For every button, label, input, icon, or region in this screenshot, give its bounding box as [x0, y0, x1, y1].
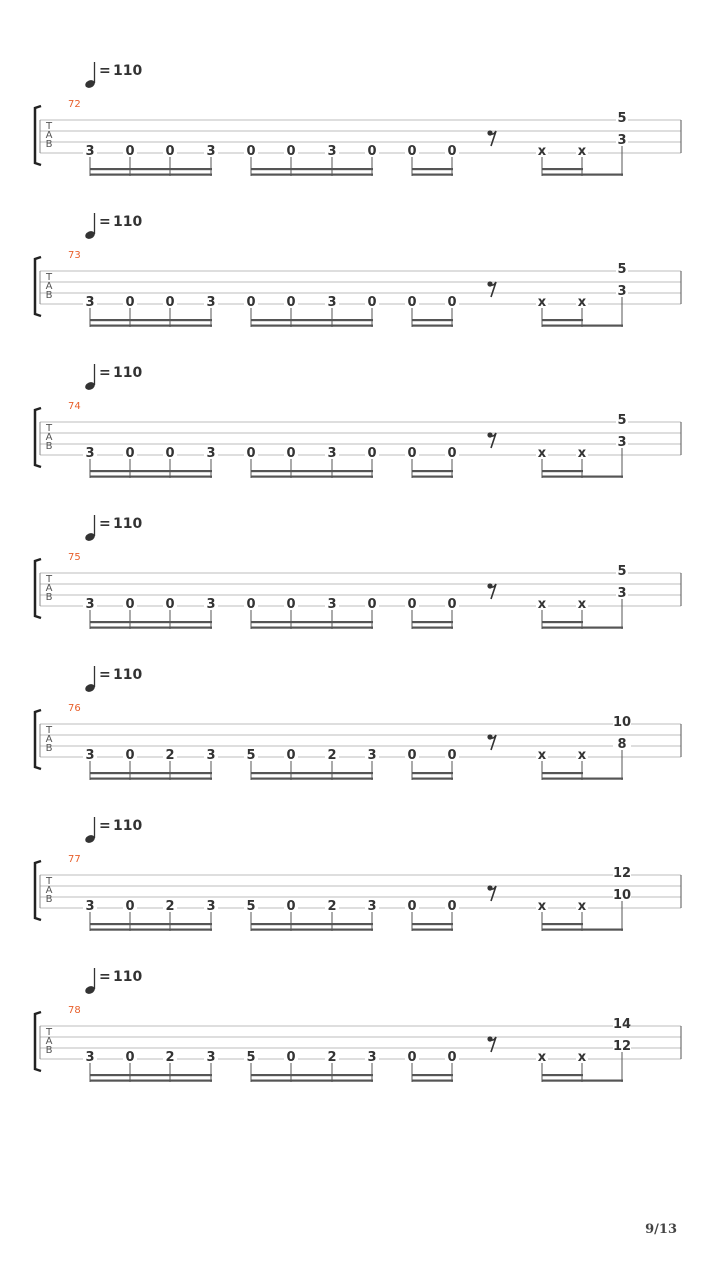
beam: [90, 778, 212, 780]
fret-number: 0: [447, 144, 457, 159]
beam: [542, 476, 623, 478]
tab-clef-letter: A: [45, 281, 53, 292]
fret-number: 3: [206, 748, 216, 763]
beam: [90, 476, 212, 478]
tab-clef-letter: T: [45, 423, 53, 434]
dead-note: x: [577, 1050, 587, 1065]
dead-note: x: [577, 597, 587, 612]
beam: [412, 627, 453, 629]
beam: [90, 470, 212, 472]
tab-system: [35, 364, 681, 478]
fret-number: 3: [85, 295, 95, 310]
tempo-equals: =: [99, 365, 111, 381]
tempo-equals: =: [99, 667, 111, 683]
fret-number: 2: [165, 899, 175, 914]
dead-note: x: [577, 144, 587, 159]
fret-number: 3: [206, 446, 216, 461]
beam: [542, 778, 623, 780]
beam: [251, 168, 373, 170]
tempo-equals: =: [99, 214, 111, 230]
beam: [412, 778, 453, 780]
beam: [251, 174, 373, 176]
tab-system: [35, 213, 681, 327]
beam: [251, 923, 373, 925]
beam: [542, 174, 623, 176]
fret-number: 0: [125, 748, 135, 763]
fret-number: 3: [85, 748, 95, 763]
fret-number: 0: [125, 446, 135, 461]
fret-number: 0: [125, 144, 135, 159]
dead-note: x: [577, 446, 587, 461]
beam: [90, 174, 212, 176]
dead-note: x: [537, 446, 547, 461]
beam: [251, 470, 373, 472]
chord-fret-top: 5: [617, 413, 627, 428]
fret-number: 3: [327, 446, 337, 461]
tempo-bpm: 110: [113, 969, 143, 985]
beam: [251, 325, 373, 327]
dead-note: x: [537, 597, 547, 612]
fret-number: 0: [407, 899, 417, 914]
fret-number: 0: [246, 597, 256, 612]
fret-number: 3: [85, 899, 95, 914]
beam: [251, 621, 373, 623]
fret-number: 0: [447, 899, 457, 914]
tab-clef-letter: A: [45, 583, 53, 594]
fret-number: 0: [246, 144, 256, 159]
measure-number: 72: [68, 99, 81, 110]
fret-number: 0: [286, 899, 296, 914]
tab-clef-letter: A: [45, 885, 53, 896]
fret-number: 0: [165, 295, 175, 310]
tempo-bpm: 110: [113, 63, 143, 79]
chord-fret-bottom: 12: [612, 1039, 632, 1054]
tab-clef-letter: B: [45, 441, 53, 452]
fret-number: 3: [206, 1050, 216, 1065]
fret-number: 3: [206, 597, 216, 612]
fret-number: 3: [85, 1050, 95, 1065]
fret-number: 3: [367, 899, 377, 914]
beam: [90, 923, 212, 925]
beam: [90, 1074, 212, 1076]
fret-number: 0: [367, 144, 377, 159]
fret-number: 0: [125, 295, 135, 310]
beam: [412, 772, 453, 774]
beam: [412, 319, 453, 321]
tab-clef-letter: B: [45, 743, 53, 754]
fret-number: 5: [246, 1050, 256, 1065]
fret-number: 0: [286, 446, 296, 461]
beam: [542, 929, 623, 931]
dead-note: x: [577, 899, 587, 914]
fret-number: 0: [407, 144, 417, 159]
fret-number: 0: [286, 1050, 296, 1065]
tab-clef-letter: A: [45, 130, 53, 141]
beam: [251, 1074, 373, 1076]
measure-number: 74: [68, 401, 81, 412]
tab-clef-letter: T: [45, 876, 53, 887]
beam: [90, 929, 212, 931]
chord-fret-top: 14: [612, 1017, 632, 1032]
fret-number: 3: [327, 144, 337, 159]
fret-number: 0: [407, 597, 417, 612]
tempo-equals: =: [99, 63, 111, 79]
beam: [251, 772, 373, 774]
measure-number: 76: [68, 703, 81, 714]
tab-clef-letter: T: [45, 121, 53, 132]
dead-note: x: [537, 295, 547, 310]
chord-fret-bottom: 8: [617, 737, 627, 752]
tab-system: [35, 817, 681, 931]
dead-note: x: [537, 748, 547, 763]
fret-number: 0: [407, 748, 417, 763]
tab-clef-letter: A: [45, 734, 53, 745]
chord-fret-top: 10: [612, 715, 632, 730]
beam: [412, 325, 453, 327]
fret-number: 0: [407, 295, 417, 310]
fret-number: 3: [85, 446, 95, 461]
chord-fret-top: 5: [617, 262, 627, 277]
eighth-rest-stroke: [490, 282, 496, 297]
fret-number: 0: [286, 597, 296, 612]
fret-number: 0: [125, 899, 135, 914]
tab-clef-letter: T: [45, 1027, 53, 1038]
fret-number: 0: [165, 144, 175, 159]
beam: [90, 325, 212, 327]
beam: [412, 476, 453, 478]
tab-clef-letter: B: [45, 1045, 53, 1056]
fret-number: 0: [246, 446, 256, 461]
beam: [412, 1080, 453, 1082]
chord-fret-bottom: 10: [612, 888, 632, 903]
eighth-rest-stroke: [490, 1037, 496, 1052]
tab-clef-letter: T: [45, 272, 53, 283]
tempo-bpm: 110: [113, 365, 143, 381]
chord-fret-bottom: 3: [617, 586, 627, 601]
tempo-bpm: 110: [113, 214, 143, 230]
beam: [542, 1080, 623, 1082]
beam: [542, 627, 623, 629]
beam: [412, 1074, 453, 1076]
tab-system: [35, 666, 681, 780]
fret-number: 0: [447, 1050, 457, 1065]
measure-number: 78: [68, 1005, 81, 1016]
beam: [412, 174, 453, 176]
tempo-bpm: 110: [113, 516, 143, 532]
dead-note: x: [537, 144, 547, 159]
tab-clef-letter: B: [45, 894, 53, 905]
tempo-bpm: 110: [113, 667, 143, 683]
fret-number: 3: [206, 144, 216, 159]
beam: [251, 778, 373, 780]
beam: [542, 1074, 583, 1076]
beam: [542, 772, 583, 774]
tempo-equals: =: [99, 969, 111, 985]
dead-note: x: [577, 748, 587, 763]
beam: [90, 621, 212, 623]
eighth-rest-stroke: [490, 433, 496, 448]
fret-number: 0: [367, 446, 377, 461]
fret-number: 0: [286, 748, 296, 763]
dead-note: x: [537, 899, 547, 914]
fret-number: 2: [327, 748, 337, 763]
fret-number: 3: [367, 748, 377, 763]
chord-fret-top: 5: [617, 111, 627, 126]
tab-system: [35, 968, 681, 1082]
tempo-equals: =: [99, 516, 111, 532]
fret-number: 3: [327, 597, 337, 612]
tab-clef-letter: B: [45, 290, 53, 301]
fret-number: 3: [367, 1050, 377, 1065]
fret-number: 0: [407, 1050, 417, 1065]
chord-fret-bottom: 3: [617, 435, 627, 450]
fret-number: 2: [327, 1050, 337, 1065]
fret-number: 2: [165, 1050, 175, 1065]
measure-number: 73: [68, 250, 81, 261]
beam: [251, 319, 373, 321]
beam: [412, 168, 453, 170]
beam: [90, 1080, 212, 1082]
beam: [412, 621, 453, 623]
chord-fret-bottom: 3: [617, 133, 627, 148]
tab-system: [35, 62, 681, 176]
beam: [90, 627, 212, 629]
fret-number: 3: [327, 295, 337, 310]
fret-number: 3: [85, 144, 95, 159]
eighth-rest-stroke: [490, 886, 496, 901]
beam: [542, 319, 583, 321]
fret-number: 0: [367, 597, 377, 612]
fret-number: 3: [85, 597, 95, 612]
fret-number: 0: [246, 295, 256, 310]
beam: [412, 470, 453, 472]
eighth-rest-stroke: [490, 735, 496, 750]
tab-clef-letter: A: [45, 432, 53, 443]
tab-clef-letter: B: [45, 592, 53, 603]
fret-number: 0: [447, 446, 457, 461]
beam: [90, 772, 212, 774]
beam: [251, 627, 373, 629]
tab-clef-letter: T: [45, 725, 53, 736]
fret-number: 0: [125, 597, 135, 612]
fret-number: 0: [447, 295, 457, 310]
beam: [542, 923, 583, 925]
fret-number: 0: [447, 597, 457, 612]
fret-number: 2: [165, 748, 175, 763]
fret-number: 0: [286, 295, 296, 310]
measure-number: 77: [68, 854, 81, 865]
fret-number: 2: [327, 899, 337, 914]
beam: [542, 168, 583, 170]
beam: [542, 325, 623, 327]
beam: [251, 929, 373, 931]
eighth-rest-stroke: [490, 584, 496, 599]
fret-number: 0: [125, 1050, 135, 1065]
beam: [90, 168, 212, 170]
beam: [90, 319, 212, 321]
fret-number: 5: [246, 748, 256, 763]
beam: [542, 470, 583, 472]
tempo-equals: =: [99, 818, 111, 834]
chord-fret-bottom: 3: [617, 284, 627, 299]
tab-system: [35, 515, 681, 629]
fret-number: 0: [165, 446, 175, 461]
measure-number: 75: [68, 552, 81, 563]
tempo-bpm: 110: [113, 818, 143, 834]
tab-clef-letter: B: [45, 139, 53, 150]
tab-clef-letter: T: [45, 574, 53, 585]
beam: [251, 476, 373, 478]
beam: [251, 1080, 373, 1082]
fret-number: 0: [447, 748, 457, 763]
beam: [412, 923, 453, 925]
chord-fret-top: 12: [612, 866, 632, 881]
fret-number: 0: [367, 295, 377, 310]
chord-fret-top: 5: [617, 564, 627, 579]
dead-note: x: [577, 295, 587, 310]
fret-number: 3: [206, 295, 216, 310]
fret-number: 0: [286, 144, 296, 159]
page-number: 9/13: [645, 1222, 677, 1237]
fret-number: 3: [206, 899, 216, 914]
fret-number: 5: [246, 899, 256, 914]
eighth-rest-stroke: [490, 131, 496, 146]
fret-number: 0: [165, 597, 175, 612]
dead-note: x: [537, 1050, 547, 1065]
beam: [412, 929, 453, 931]
tab-clef-letter: A: [45, 1036, 53, 1047]
beam: [542, 621, 583, 623]
fret-number: 0: [407, 446, 417, 461]
